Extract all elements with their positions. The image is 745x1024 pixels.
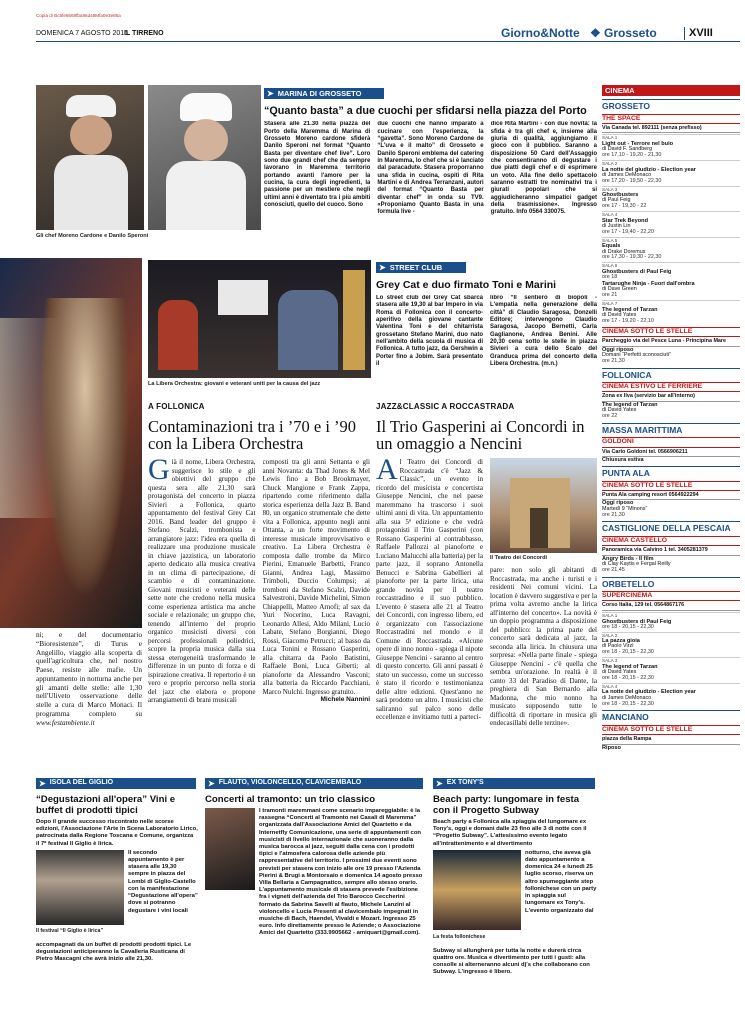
cinema-screen-label: SALA 1 (602, 612, 740, 619)
cinema-city-heading: MANCIANO (602, 710, 740, 722)
movie-times: ore 17 - 19,40 - 22,20 (602, 228, 654, 235)
documentary-photo (0, 258, 142, 628)
street-col-1: Lo street club del Grey Cat sbarca stasera alle 19,30 al bar Impero in via Roma di Follonica con il concerto-aperitivo della giovane cantante Valentina Toni e del chitarrista grossetano Stefano Marini, duo nato nell'ambito della scuola di musica di Follonica. A tutto jazz, da Gershwin a Porter fino a Jobim. Sarà presentato il (376, 295, 483, 367)
section-separator: ❖ (590, 26, 601, 40)
giglio-tail: accompagnati da un buffet di prodotti prodotti tipici. Le degustazioni anticiperanno la Cavalleria Rusticana di Pietro Mascagni che avrà inizio alle 21,30. (36, 941, 192, 963)
movie-director: di Dave Green (602, 286, 637, 293)
porto-col-3: dice Rita Martini - con due novità: la sfida è tra gli chef e, insieme alla giuria di qualità, aggiungiamo il gioco con il pubblico. Saranno a disposizione 50 Card dell'Assaggio che consentiranno di degustare i due piatti degli chef e di esprimere un voto. Alla fine dello spettacolo saranno estratti tre nominativi tra i giurati popolari che si aggiudicheranno simpatici gadget della trasmissione». Ingresso gratuito. Info 0564 330075. (490, 121, 597, 216)
gasperini-dropcap: A (376, 458, 398, 487)
movie-title: Equals (602, 243, 621, 250)
movie-times: ore 22 (602, 412, 618, 419)
movie-title: Oggi riposo (602, 500, 634, 507)
libera-orchestra-photo (148, 260, 371, 378)
movie-director: di David F. Sandberg (602, 146, 653, 153)
porto-tag-label: MARINA DI GROSSETO (277, 88, 362, 98)
gasperini-title: Il Trio Gasperini ai Concordi in un omaggio a Nencini (376, 416, 585, 454)
movie-times: ore 18 - 20,15 - 22,30 (602, 649, 654, 656)
follonica-kicker: A FOLLONICA (148, 402, 205, 411)
cinema-screen-label: SALA 5 (602, 237, 740, 244)
street-section-tag (376, 262, 466, 273)
movie-title: Oggi riposo (602, 346, 634, 353)
movie-times: ore 17,20 - 19,50 - 22,30 (602, 177, 662, 184)
follonica-dropcap: G (148, 458, 170, 487)
flauto-tag-label: FLAUTO, VIOLONCELLO, CLAVICEMBALO (218, 779, 362, 787)
cinema-screen-label: SALA 2 (602, 632, 740, 639)
movie-title: Ghostbusters di Paul Feig (602, 618, 672, 625)
cinema-screen-label: SALA 4 (602, 683, 740, 690)
flauto-headline: Concerti al tramonto: un trio classico (205, 794, 376, 805)
city-name: Grosseto (604, 26, 657, 40)
movie-title: The legend of Tarzan (602, 306, 658, 313)
cinema-city-heading: PUNTA ALA (602, 466, 740, 478)
movie-title: Ghostbusters di Paul Feig (602, 269, 672, 276)
tonys-tag-label: EX TONY'S (446, 779, 484, 787)
cinema-address: Corso Italia, 129 tel. 0564867176 (602, 601, 740, 611)
cinema-name: THE SPACE (602, 114, 740, 124)
flauto-section-tag (205, 778, 423, 789)
arrow-icon: ➤ (39, 778, 46, 788)
movie-title: Tartarughe Ninja - Fuori dall'ombra (602, 281, 695, 288)
cinema-screen-label: SALA 4 (602, 211, 740, 218)
cinema-address: Punta Ala camping resort 0564922294 (602, 491, 740, 501)
cinema-name: CINEMA ESTIVO LE FERRIERE (602, 382, 740, 392)
cinema-city-heading: ORBETELLO (602, 577, 740, 589)
gasperini-col-2: pare: non solo gli abitanti di Roccastrada, ma anche i turisti e i residenti Nei comuni vicini. La location è davvero suggestiva e per la prima volta avremo anche la lirica all'interno del concerto». La novità è un doppio programma a disposizione del pubblico: la prima parte del concerto sarà dedicata al jazz, la seconda alla lirica. In chiusura una sorpresa: «Nella parte finale - spiega Giuseppe Nencini - c'è quella che sembra un'orazione. In realtà è il canto 33 del Paradiso di Dante, la preghiera di San Bernardo alla Madonna, che mio nonno ha musicato supposendo tutte le difficoltà di riportare in musica gli endecasillabi delle terzine». (490, 566, 597, 728)
movie-times: ore 18 - 20,15 - 22,30 (602, 623, 654, 630)
arrow-icon: ➤ (208, 778, 215, 788)
arrow-icon: ➤ (267, 88, 274, 98)
cinema-listings (602, 85, 740, 1020)
movie-times: ore 17,10 - 19,20 - 21,30 (602, 152, 662, 159)
gasperini-col-1: l Teatro dei Concordi di Roccastrada c'è “Jazz & Classic”, un evento in ricordo del musicista e concertista Giuseppe Nencini, che nel paese maremmano ha trascorso i suoi ultimi anni di vita. Un appuntamento alla sua 5ª edizione e che vedrà protagonisti il Trio Gasperini (con Rossano Gasperini al contrabbasso, Raffaele Pallozzi al pianoforte e Luciano Malucchi alla batteria) per la parte jazz, il soprano Antonella Benucci e Sabrina Gabellieri al pianoforte per la parte lirica, una grande novità per il teatro roccastradino e il suo pubblico. L'evento è stasera alle 21 al Teatro dei Concordi, con ingresso libero, ed è organizzato con l'associazione Roccastradini nel mondo e il Comune di Roccastrada. «Alcune opere di inno nonno - spiega il nipote Giuseppe Nencini - saranno al centro di questo concerto. Gli anni passati è stato un successo, come un successo è stato il ricordo e testimonianza delle altre edizioni. Quest'anno ne sarà prodotto un altro. I musicisti che saliranno sul palco sono delle eccellenze e invitiamo tutti a parteci- (376, 458, 483, 722)
giglio-festival-photo (36, 850, 124, 925)
gasperini-article (376, 402, 597, 762)
street-article (376, 262, 597, 387)
arrow-icon: ➤ (379, 262, 386, 272)
movie-title: La pazza gioia (602, 638, 640, 645)
follonica-signature: Michele Nannini (320, 696, 370, 704)
cinema-header: CINEMA (602, 85, 740, 96)
movie-title: The legend of Tarzan (602, 401, 658, 408)
cinema-screen-label: SALA 1 (602, 134, 740, 141)
street-tag-label: STREET CLUB (389, 262, 443, 272)
porto-headline: “Quanto basta” a due cuochi per sfidarsi nella piazza del Porto (264, 105, 587, 117)
cinema-name: CINEMA SOTTO LE STELLE (602, 725, 740, 735)
tonys-article (433, 778, 597, 1018)
follonica-title: Contaminazioni tra i ’70 e i ’90 con la Libera Orchestra (148, 416, 357, 454)
giglio-side-text: Il secondo appuntamento è per stasera alle 19,30 sempre in piazza del Lombi di Giglio-Castello con la manifestazione “Degustazione all'opera” dove si potranno degustare i vini locali (128, 849, 198, 914)
copy-notice: Copia di Bc8fe6669fba96d48Mfa0e3e85a (36, 13, 121, 18)
movie-times: ore 21,30 (602, 511, 625, 518)
cinema-screen-label: SALA 3 (602, 186, 740, 193)
movie-director: di Paolo Virzì (602, 643, 634, 650)
tonys-caption: La festa follonichese (433, 933, 486, 940)
follonica-article (148, 402, 370, 762)
cinema-address: Zona ex Ilva (servizio bar all'interno) (602, 392, 740, 402)
cinema-name: CINEMA SOTTO LE STELLE (602, 481, 740, 491)
giglio-caption: Il festival “Il Giglio è lirica” (36, 927, 104, 934)
follonica-col-1: ià il nome, Libera Orchestra, suggerisce lo stile e gli obiettivi del gruppo che questa sera alle 21,30 sarà protagonista del concerto in piazza Sivieri a Follonica, quarto appuntamento del festival Grey Cat 2016. Band leader del gruppo è Stefano Scalzi, trombonista e arrangiatore jazz: l'idea era quella di realizzare una produzione musicale in chiave jazzistica, un laboratorio aperto dedicato alla musica creativa in un clima di partecipazione, di scambio e di contaminazione. Giovani musicisti e veterani delle sette note che credono nella musica come esperienza artistica ma anche sociale e relazionale; un gruppo che, tenendo all'interno del proprio organico musicisti diversi con percorsi professionali poliedrici, scopre la propria musica dalla sua stessa eterogeneità trasformando le differenze in un punto di forza e di ispirazione creativa. Il repertorio è un vero e proprio percorso nella storia del jazz che elabora e propone arrangiamenti di brani musicali (148, 458, 256, 705)
movie-times: ore 21 (602, 292, 618, 299)
movie-title: Star Trek Beyond (602, 217, 649, 224)
movie-times: ore 18 (602, 274, 618, 281)
street-col-2: libro “Il sentiero di biopoli - L'empatia nella generazione della città” di Claudio Saragosa, Donzelli Editore; intervengono Claudio Saragosa, Jacopo Bernetti, Carla Gaglianone, Andrea Benini. Alle 20,30 cena sotto le stelle in piazza Sivieri a cura dello Scalo del Granduca prima del concerto della Libera Orchestra. (m.n.) (490, 295, 597, 367)
cinema-address: Via Canada tel. 892111 (senza prefisso) (602, 124, 740, 134)
movie-times: ore 17,30 - 19,30 - 22,30 (602, 254, 662, 261)
movie-title: La notte del giudizio - Election year (602, 166, 696, 173)
porto-caption: Gli chef Moreno Cardone e Danilo Speroni (36, 233, 149, 239)
cinema-name: GOLDONI (602, 437, 740, 447)
cinema-address: Via Carlo Goldoni tel. 0566906211 (602, 448, 740, 458)
cinema-list (602, 99, 740, 751)
movie-director: di Clay Kaytis e Fergal Reilly (602, 560, 671, 567)
documentary-text (36, 631, 142, 766)
movie-times: ore 17 - 19,30 - 22 (602, 203, 647, 210)
arrow-icon: ➤ (436, 778, 443, 788)
giglio-headline: “Degustazioni all'opera” Vini e buffet di prodotti tipici (36, 794, 176, 817)
tonys-section-tag (433, 778, 595, 789)
porto-article (264, 88, 597, 258)
movie-times: ore 18 - 20,15 - 22,30 (602, 700, 654, 707)
cinema-address: Panoramica via Calvino 1 tel. 3405281379 (602, 546, 740, 556)
cinema-city-heading: FOLLONICA (602, 368, 740, 380)
movie-title: Light out - Terrore nel buio (602, 140, 674, 147)
cinema-screen-label: SALA 3 (602, 657, 740, 664)
follonica-col-2: composti tra gli anni Settanta e gli anni Novanta: da Thad Jones & Mel Lewis fino a Bob Brookmayer, Chuck Mangione e Frank Zappa, ripartendo come riferimento dalla storica esperienza della Jazz B. Band 80, un organico strumentale che dette vita a Follonica, appunto negli anni Ottanta, a un forte movimento di interesse musicale improvvisativo e creativo. La Libera Orchestra è composta dalle trombe da Mirco Pierini, Emanuele Barbetti, Franco Gianni, Andrea Lagi, Massimo Trimboli, Duccio Columpsi; ai tromboni da Stefano Scalzi, Davide Salvestroni, Davide Michelini, Simon Chiappelli, Matteo Arnofi; al sax da Yuri Nocerino, Luca Ravagni, Leonardo Allesi, Aldo Milani, Lucio Labate, Stefano Borgianni, Diego Rossi, Giacomo Petrucci; al basso da Luca Tonini e Rossano Gasperini, alla chitarra da Paolo Batistini, Raffaele Boni, Luca Giberti; al pianoforte da Alessandro Vasconi; alla batteria da Riccardo Pacchiani, Marco Nulchi. Ingresso gratuito. (262, 458, 370, 696)
porto-body (264, 121, 597, 246)
movie-times: ore 21,30 (602, 357, 625, 364)
movie-times: ore 21,45 (602, 566, 625, 573)
movie-times: ore 18 - 20,15 - 22,30 (602, 674, 654, 681)
cinema-name: CINEMA SOTTO LE STELLE (602, 327, 740, 337)
movie-times: ore 17 - 19,20 - 22,10 (602, 317, 654, 324)
gasperini-kicker: JAZZ&CLASSIC A ROCCASTRADA (376, 402, 515, 411)
issue-date: DOMENICA 7 AGOSTO 2016 (36, 30, 129, 37)
cinema-screen-label: SALA 7 (602, 300, 740, 307)
flauto-body: I tramonti maremmani come scenario impareggiabile: è la rassegna “Concerti al Tramonto nei Casali di Maremma” organizzata dall'Associazione Amici del Quartetto e da Internetfly Comunicazione, una serie di appuntamenti con musicisti di livello internazionale che suoneranno dalla musica barocca al jazz, seguiti dalla cena con i prodotti tipici e l'atmosfera calorosa delle aziende più rappresentative del territorio. I prossimi due eventi sono previsti per stasera con inizio alle ore 19 presso l'Azienda Pierini & Brugi a Montorsaio e domenica 14 agosto presso Villa Bellaria a Campagnatico, sempre allo stesso orario. L'appuntamento musicale di stasera prevede l'esibizione fra i vigneti dell'azienda del Trio Barocco Ceccherini formato da Sabrina Savelli al flauto, Michele Lanzini al violoncello e Lucia Presenti al clavicembalo impegnati in musiche di Bach, Haendel, Vivaldi e Mozart. Ingresso 25 euro. Info direttamente presso le Aziende; o Associazione Amici del Quartetto (333.9905662 - amiquart@gmail.com). (259, 808, 423, 937)
tonys-lead: Beach party a Follonica alla spiaggia del lungomare ex Tony's, oggi e domani dalle 23 fino alle 3 di notte con il “Progetto Subway”. L'attesissimo evento legato all'intrattenimento e al divertimento (433, 819, 587, 847)
flauto-article (205, 778, 427, 1018)
movie-director: di James DeMonaco (602, 694, 652, 701)
cinema-screen-label: SALA 6 (602, 262, 740, 269)
movie-title: Angry Birds - Il film (602, 555, 654, 562)
street-caption: La Libera Orchestra: giovani e veterani uniti per la causa del jazz (148, 381, 321, 387)
movie-director: di Justin Lin (602, 222, 631, 229)
cinema-screen-label: SALA 2 (602, 160, 740, 167)
movie-director: di Paul Feig (602, 197, 631, 204)
page-number: XVIII (684, 27, 713, 40)
movie-director: di Drake Doremus (602, 248, 646, 255)
teatro-concordi-photo (490, 458, 597, 553)
chef-cardone-photo (36, 85, 144, 230)
cinema-city-heading: MASSA MARITTIMA (602, 423, 740, 435)
festambiente-link[interactable]: www.festambiente.it (36, 717, 95, 727)
movie-director: Domani “Perfetti sconosciuti” (602, 351, 671, 358)
documentary-body: ni; e del documentario “Bioresistenze”, di Turus e Angelillo, viaggio alla scoperta di quell'agricoltura che, nel nostro Paese, resiste alle mafie. Un appuntamento in notturna anche per gli amanti delle stelle: alle 1,30 nell'Uliveto osservazione delle stelle a cura di Marco Monaci. Il programma completo su (36, 631, 142, 718)
street-headline: Grey Cat e duo firmato Toni e Marini (376, 279, 557, 291)
cinema-address: Parcheggio via del Pesce Luna - Principina Mare (602, 337, 740, 347)
giglio-lead: Dopo il grande successo riscontrato nelle scorse edizioni, l'Associazione l'Arte in Scena Laboratorio Lirico, patrocinata dalla Regione Toscana e Comune, organizza il 7º festival Il Giglio è lirica. (36, 819, 198, 847)
chef-speroni-photo (148, 85, 261, 230)
porto-section-tag (264, 88, 384, 99)
movie-director: di David Yates (602, 406, 637, 413)
movie-title: The legend of Tarzan (602, 663, 658, 670)
movie-director: Martedì 9 “Minons” (602, 505, 648, 512)
tonys-tail: Subway si allungherà per tutta la notte e durerà circa quattro ore. Musica e divertimento per tutti i gusti: alla consolle si alterneranno alcuni dj's che collaborano con Subway. L'ingresso è libero. (433, 947, 590, 976)
movie-director: di David Yates (602, 668, 637, 675)
cinema-city-heading: GROSSETO (602, 99, 740, 111)
giglio-section-tag (36, 778, 196, 789)
beach-party-photo (433, 850, 521, 930)
movie-director: di James DeMonaco (602, 171, 652, 178)
street-body (376, 295, 597, 377)
gasperini-body (376, 458, 597, 748)
masthead (36, 26, 740, 42)
movie-title: Chiusura estiva (602, 457, 644, 464)
cinema-name: CINEMA CASTELLO (602, 536, 740, 546)
porto-col-1: Stasera alle 21.30 nella piazza del Porto della Maremma di Marina di Grosseto Moreno cardone sfiderà Danilo Speroni nel format “Quanto Basta per diventare chef live”. Loro sono due grandi chef che da sempre lavorano in Maremma territorio portando avanti l'amore per la cucina, la cura degli ingredienti, la passione per un mestiere che negli ultimi anni è diventato tra i più ambiti conosciuti, quello del cuoco. Sono (264, 121, 371, 208)
giglio-tag-label: ISOLA DEL GIGLIO (49, 779, 114, 787)
porto-col-2: due cuochi che hanno imparato a cucinare con l'esperienza, la “gavetta”. Sono Moreno Cardone de “L'uva e il malto” di Grosseto e Danilo Speroni emblema del catering in Maremma, lo chef che si è lanciato dal paracadute. Stasera proporranno una sfida in cucina, ospiti di Rita Martini e di Andrea Terranzani, autori del format “Quanto Basta per diventar chef” in onda su TV9. «Proponiamo Quanto Basta in una formula live - (377, 121, 484, 216)
paper-name: IL TIRRENO (124, 30, 164, 37)
tonys-headline: Beach party: lungomare in festa con il Progetto Subway (433, 794, 580, 817)
giglio-article (36, 778, 198, 1018)
movie-title: Riposo (602, 744, 621, 751)
movie-title: La notte del giudizio - Election year (602, 689, 696, 696)
movie-title: Ghostbusters (602, 192, 639, 199)
cinema-name: SUPERCINEMA (602, 591, 740, 601)
movie-director: di David Yates (602, 311, 637, 318)
flutist-photo (205, 808, 255, 890)
follonica-body (148, 458, 370, 748)
cinema-city-heading: CASTIGLIONE DELLA PESCAIA (602, 521, 740, 533)
tonys-side-text: notturno, che aveva già dato appuntamento a domenica 24 e lunedì 25 luglio scorso, riserva un altro spumeggiante step follonichese con un party in spiaggia sul lungomare ex Tony's. L'evento organizzato dal (525, 849, 597, 914)
section-name: Giorno&Notte (501, 26, 580, 40)
teatro-caption: Il Teatro dei Concordi (490, 555, 548, 562)
cinema-address: piazza della Rampa (602, 735, 740, 745)
